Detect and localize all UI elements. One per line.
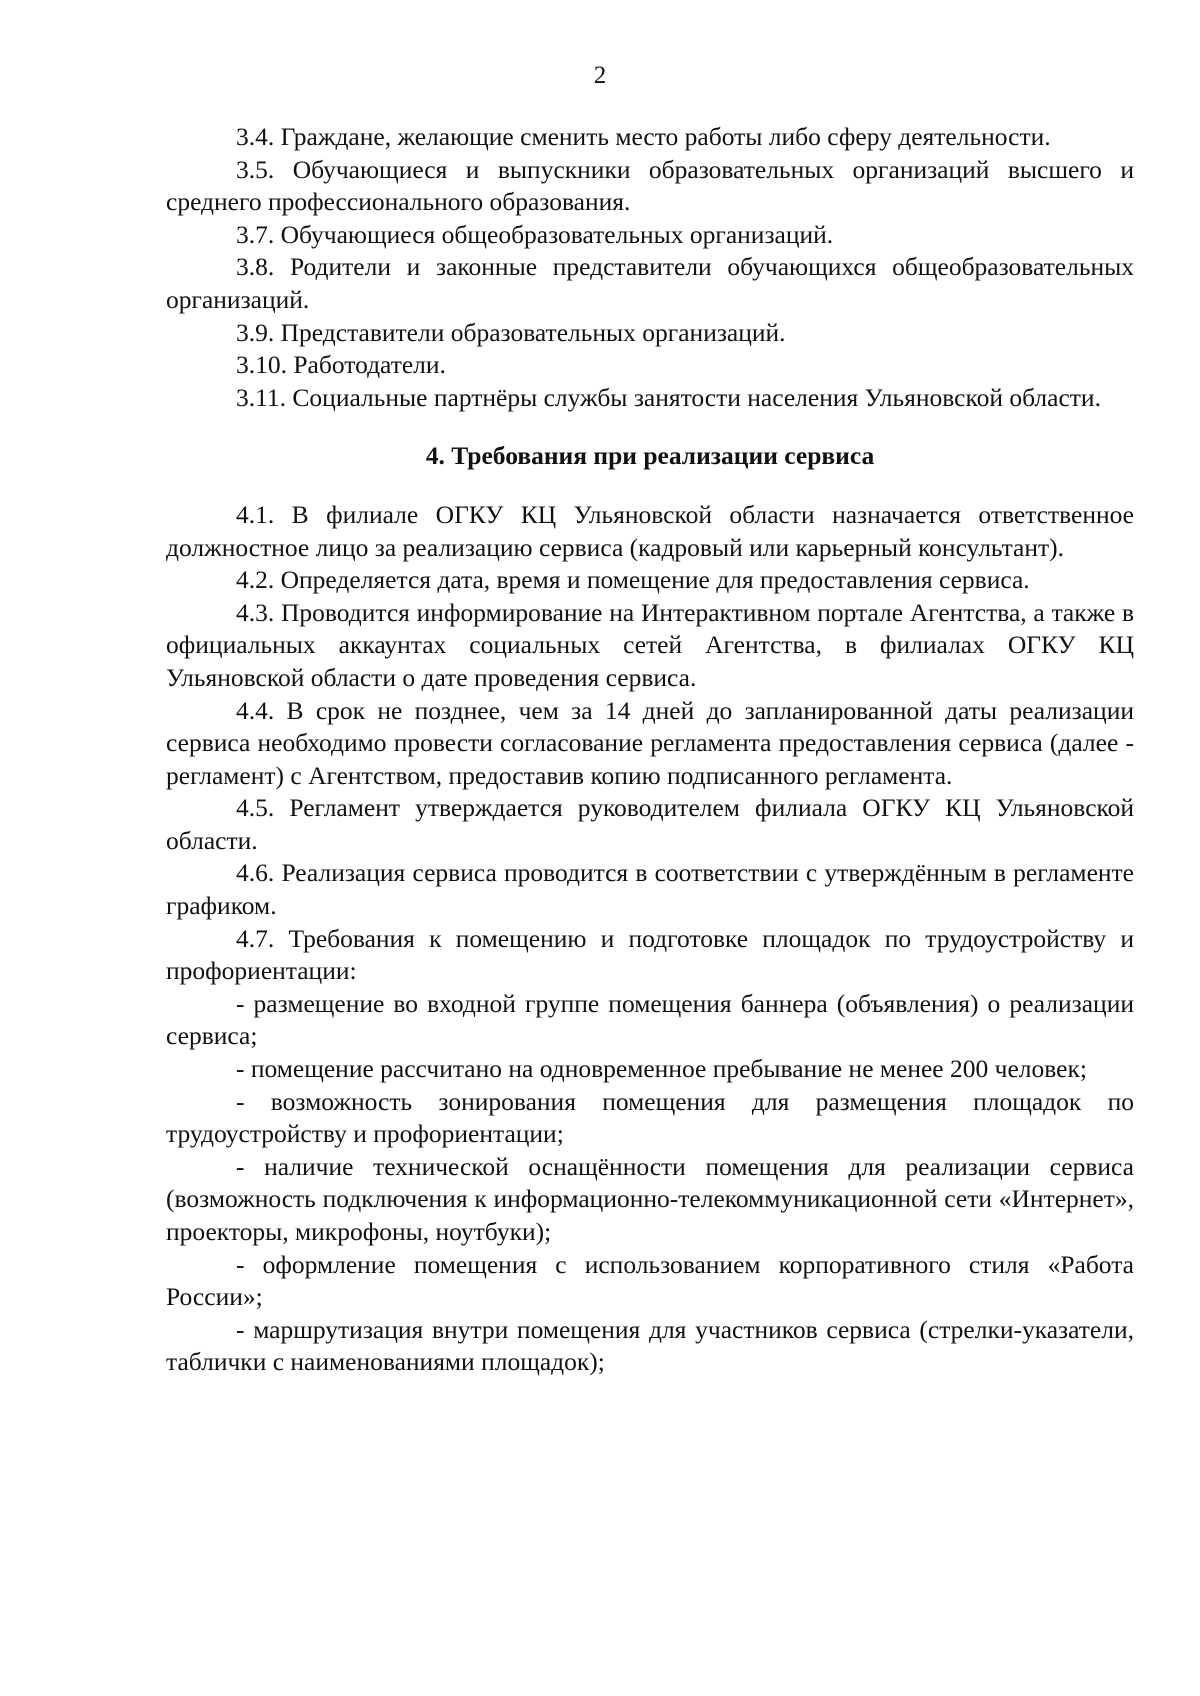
item-4-1: 4.1. В филиале ОГКУ КЦ Ульяновской области назначается ответственное должностное лицо за реализацию сервиса (кадровый или карьерный консультант). — [166, 499, 1134, 562]
page-number: 2 — [593, 62, 607, 89]
requirement-capacity: - помещение рассчитано на одновременное пребывание не менее 200 человек; — [236, 1054, 1087, 1084]
item-3-8: 3.8. Родители и законные представители обучающихся общеобразовательных организаций. — [166, 252, 1134, 314]
requirement-zoning: - возможность зонирования помещения для размещения площадок по трудоустройству и профориентации; — [166, 1086, 1134, 1149]
document-body — [166, 121, 1134, 1379]
requirement-branding: - оформление помещения с использованием корпоративного стиля «Работа России»; — [166, 1249, 1134, 1312]
item-3-10: 3.10. Работодатели. — [236, 350, 446, 380]
item-3-11: 3.11. Социальные партнёры службы занятости населения Ульяновской области. — [236, 382, 1101, 412]
item-4-4: 4.4. В срок не позднее, чем за 14 дней до запланированной даты реализации сервиса необходимо провести согласование регламента предоставления сервиса (далее - регламент) с Агентством, предоставив копию подписанного регламента. — [166, 695, 1134, 790]
item-3-9: 3.9. Представители образовательных организаций. — [236, 317, 786, 347]
requirement-banner: - размещение во входной группе помещения баннера (объявления) о реализации сервиса; — [166, 988, 1134, 1051]
requirement-equipment: - наличие технической оснащённости помещения для реализации сервиса (возможность подключения к информационно-телекоммуникационной сети «Интернет», проекторы, микрофоны, ноутбуки); — [166, 1151, 1134, 1246]
item-4-2: 4.2. Определяется дата, время и помещение для предоставления сервиса. — [236, 565, 1030, 595]
section-4-heading: 4. Требования при реализации сервиса — [425, 441, 875, 471]
item-4-7: 4.7. Требования к помещению и подготовке площадок по трудоустройству и профориентации: — [166, 923, 1134, 986]
item-4-5: 4.5. Регламент утверждается руководителем филиала ОГКУ КЦ Ульяновской области. — [166, 793, 1134, 855]
item-3-4: 3.4. Граждане, желающие сменить место работы либо сферу деятельности. — [236, 122, 1051, 151]
item-4-6: 4.6. Реализация сервиса проводится в соответствии с утверждённым в регламенте графиком. — [166, 858, 1134, 921]
requirement-routing: - маршрутизация внутри помещения для участников сервиса (стрелки-указатели, таблички с наименованиями площадок); — [166, 1314, 1134, 1377]
item-3-5: 3.5. Обучающиеся и выпускники образовательных организаций высшего и среднего профессионального образования. — [166, 154, 1134, 217]
item-3-7: 3.7. Обучающиеся общеобразовательных организаций. — [236, 219, 834, 249]
item-4-3: 4.3. Проводится информирование на Интерактивном портале Агентства, а также в официальных аккаунтах социальных сетей Агентства, в филиалах ОГКУ КЦ Ульяновской области о дате проведения сервиса. — [166, 597, 1134, 692]
